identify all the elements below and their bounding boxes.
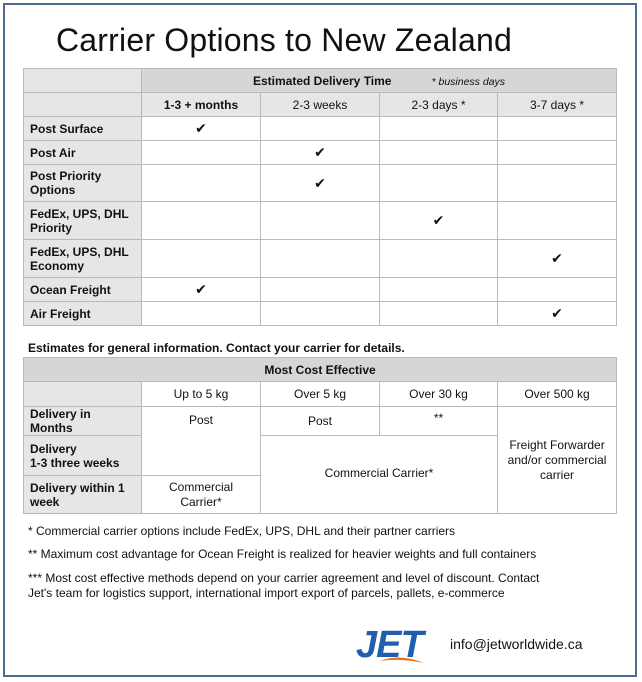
delivery-cell	[142, 278, 261, 302]
cost-header: Most Cost Effective	[24, 358, 617, 382]
delivery-row	[24, 278, 617, 302]
delivery-row	[24, 240, 617, 278]
cost-corner-cell	[24, 382, 142, 407]
col-header-months: 1-3 + months	[142, 93, 261, 117]
delivery-cell	[380, 117, 498, 141]
footnote-2: ** Maximum cost advantage for Ocean Freight is realized for heavier weights and full containers	[28, 547, 537, 561]
delivery-cell	[380, 141, 498, 165]
delivery-cell	[498, 141, 617, 165]
checkmark-icon: ✔	[314, 144, 326, 160]
delivery-row-label: FedEx, UPS, DHL Priority	[24, 202, 142, 240]
delivery-row	[24, 117, 617, 141]
delivery-row-label: Air Freight	[24, 302, 142, 326]
row-label-months: Delivery in Months	[24, 407, 142, 436]
checkmark-icon: ✔	[432, 212, 445, 228]
cost-col-upto-5kg: Up to 5 kg	[142, 382, 261, 407]
delivery-row	[24, 302, 617, 326]
footnote-3-line-1: *** Most cost effective methods depend on your carrier agreement and level of discount. Contact	[28, 571, 540, 585]
delivery-row	[24, 202, 617, 240]
delivery-cell	[142, 202, 261, 240]
delivery-cell	[261, 302, 380, 326]
row-label-weeks-text: Delivery 1-3 three weeks	[30, 441, 120, 470]
cost-col-over-5kg: Over 5 kg	[261, 382, 380, 407]
checkmark-icon: ✔	[551, 250, 563, 266]
estimates-note: Estimates for general information. Contact your carrier for details.	[28, 341, 405, 355]
delivery-row	[24, 165, 617, 202]
jet-logo	[354, 623, 430, 672]
delivery-cell	[142, 302, 261, 326]
col-header-2-3-days: 2-3 days *	[380, 93, 498, 117]
checkmark-icon: ✔	[195, 281, 207, 297]
delivery-cell	[498, 278, 617, 302]
delivery-row-label: Post Priority Options	[24, 165, 142, 202]
cost-effective-table	[23, 357, 617, 514]
col-header-3-7-days: 3-7 days *	[498, 93, 617, 117]
freight-forwarder-text: Freight Forwarder and/or commercial carrier	[507, 437, 607, 482]
delivery-cell	[142, 165, 261, 202]
delivery-cell	[142, 117, 261, 141]
col-header-weeks: 2-3 weeks	[261, 93, 380, 117]
cell-months-over5: Post	[261, 407, 380, 436]
checkmark-icon: ✔	[551, 305, 563, 321]
delivery-header	[142, 69, 617, 93]
business-days-note: * business days	[431, 75, 506, 88]
jet-logo-text: JET	[356, 624, 423, 666]
cost-col-over-500kg: Over 500 kg	[498, 382, 617, 407]
delivery-cell	[380, 278, 498, 302]
row-label-weeks	[24, 436, 142, 476]
cell-commercial-mid: Commercial Carrier*	[261, 436, 498, 514]
delivery-cell	[380, 240, 498, 278]
delivery-cell	[498, 302, 617, 326]
delivery-cell	[142, 141, 261, 165]
delivery-row-label: Ocean Freight	[24, 278, 142, 302]
delivery-corner-cell-2	[24, 93, 142, 117]
delivery-cell	[261, 278, 380, 302]
delivery-cell	[498, 240, 617, 278]
contact-email[interactable]: info@jetworldwide.ca	[450, 636, 583, 652]
delivery-cell	[261, 117, 380, 141]
delivery-cell	[380, 302, 498, 326]
cell-freight-forwarder	[498, 407, 617, 514]
checkmark-icon: ✔	[195, 120, 207, 136]
cell-post-upto5: Post	[142, 407, 261, 476]
footnote-1: * Commercial carrier options include FedEx, UPS, DHL and their partner carriers	[28, 524, 456, 538]
delivery-row-label: FedEx, UPS, DHL Economy	[24, 240, 142, 278]
delivery-row-label: Post Surface	[24, 117, 142, 141]
delivery-row	[24, 141, 617, 165]
jet-logo-graphic	[354, 623, 430, 667]
cell-months-over30: **	[380, 407, 498, 436]
delivery-cell	[261, 141, 380, 165]
delivery-time-table	[23, 68, 617, 326]
delivery-cell	[261, 202, 380, 240]
commercial-upto5-text: Commercial Carrier*	[168, 479, 233, 509]
delivery-cell	[261, 165, 380, 202]
delivery-cell	[498, 117, 617, 141]
delivery-header-title: Estimated Delivery Time	[252, 73, 392, 88]
cost-col-over-30kg: Over 30 kg	[380, 382, 498, 407]
delivery-corner-cell	[24, 69, 142, 93]
delivery-cell	[380, 202, 498, 240]
row-label-week: Delivery within 1 week	[24, 476, 142, 514]
delivery-cell	[142, 240, 261, 278]
delivery-cell	[261, 240, 380, 278]
delivery-cell	[498, 165, 617, 202]
cell-commercial-upto5	[142, 476, 261, 514]
page-title: Carrier Options to New Zealand	[56, 22, 512, 58]
checkmark-icon: ✔	[314, 174, 326, 191]
delivery-row-label: Post Air	[24, 141, 142, 165]
footnote-3-line-2: Jet's team for logistics support, international import export of parcels, pallets, e-commerce	[28, 586, 505, 600]
delivery-cell	[498, 202, 617, 240]
delivery-cell	[380, 165, 498, 202]
